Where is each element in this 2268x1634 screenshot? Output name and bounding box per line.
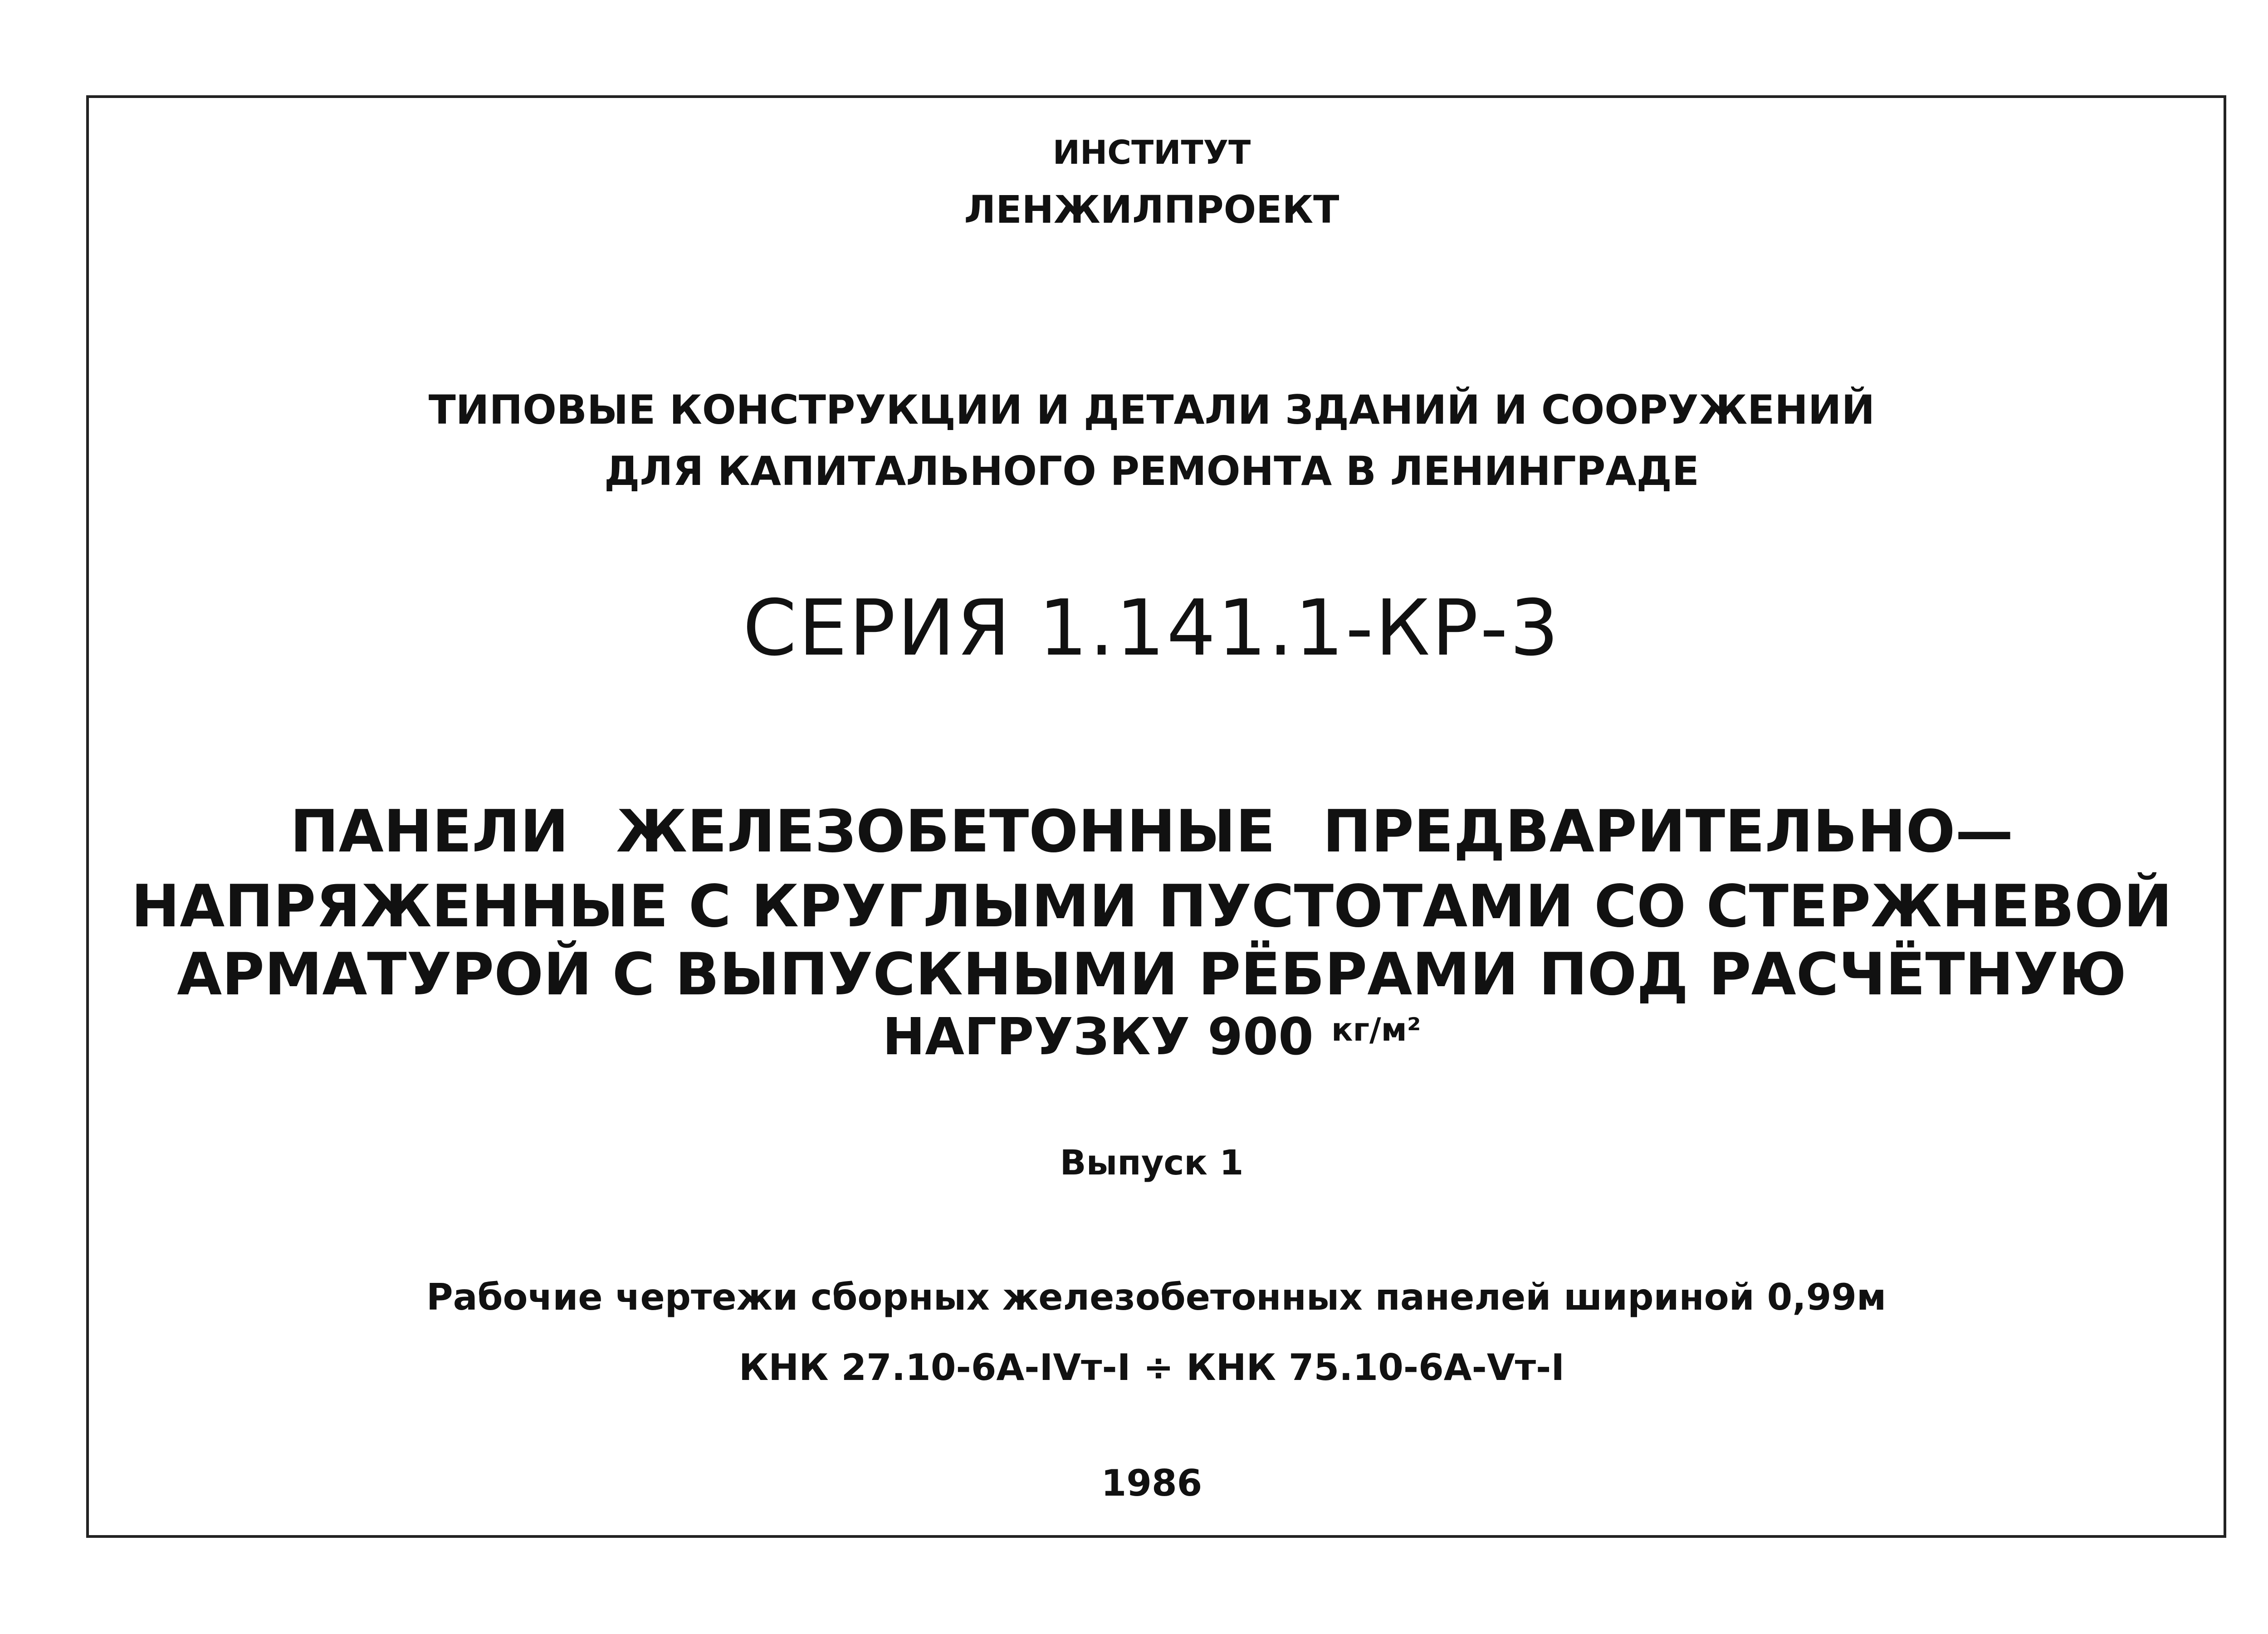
series-number: СЕРИЯ 1.141.1-КР-3 — [743, 583, 1561, 673]
load-unit: кг/м² — [1331, 1011, 1421, 1048]
panel-description-line-2: НАПРЯЖЕННЫЕ С КРУГЛЫМИ ПУСТОТАМИ СО СТЕРЖНЕВОЙ — [131, 873, 2172, 940]
series-title-line-2: ДЛЯ КАПИТАЛЬНОГО РЕМОНТА В ЛЕНИНГРАДЕ — [604, 448, 1699, 494]
institute-name: ЛЕНЖИЛПРОЕКТ — [964, 187, 1339, 232]
year: 1986 — [1101, 1462, 1202, 1504]
load-value: НАГРУЗКУ 900 — [882, 1008, 1314, 1067]
series-title-line-1: ТИПОВЫЕ КОНСТРУКЦИИ И ДЕТАЛИ ЗДАНИЙ И СООРУЖЕНИЙ — [428, 386, 1875, 433]
panel-description-line-1: ПАНЕЛИ ЖЕЛЕЗОБЕТОННЫЕ ПРЕДВАРИТЕЛЬНО— — [290, 798, 2014, 866]
drawings-description-line-1: Рабочие чертежи сборных железобетонных панелей шириной 0,99м — [426, 1276, 1887, 1318]
institute-label: ИНСТИТУТ — [1052, 133, 1251, 171]
panel-description-line-4 — [0, 1008, 2268, 1067]
drawings-description-line-2: КНК 27.10-6А-IVт-I ÷ КНК 75.10-6А-Vт-I — [738, 1346, 1565, 1389]
panel-description-line-3: АРМАТУРОЙ С ВЫПУСКНЫМИ РЁБРАМИ ПОД РАСЧЁТНУЮ — [177, 941, 2126, 1008]
issue-number: Выпуск 1 — [1060, 1142, 1244, 1183]
